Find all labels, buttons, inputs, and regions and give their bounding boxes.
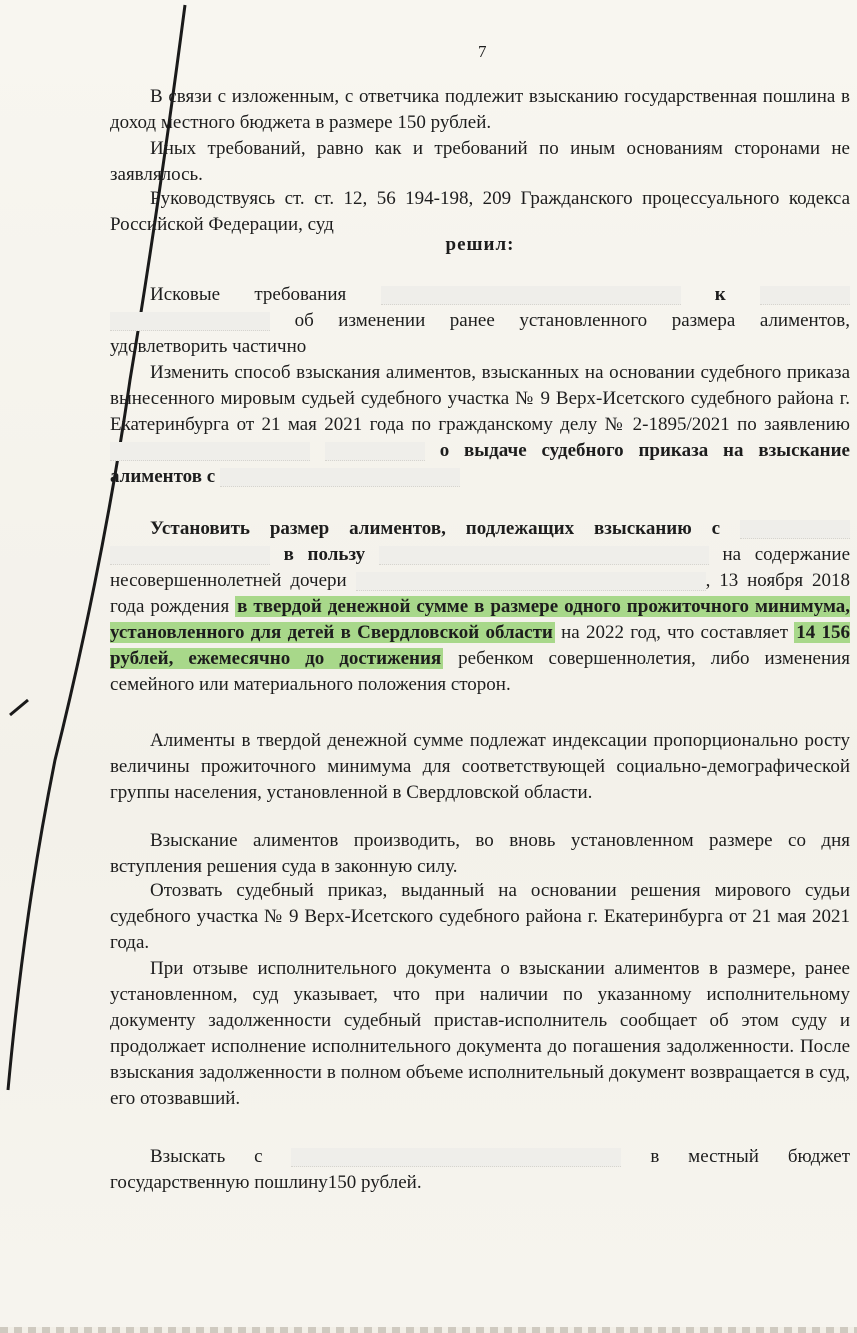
redacted-name <box>110 312 270 331</box>
paragraph-text: в пользу <box>283 544 366 565</box>
paragraph-text: Исковые требования <box>150 284 347 305</box>
paragraph-collect-fee <box>110 1144 850 1196</box>
paragraph-text: к <box>714 284 726 305</box>
paragraph-revocation-notes <box>110 956 850 1112</box>
redacted-name <box>291 1148 621 1167</box>
redacted-name <box>110 546 270 565</box>
paragraph-text: В связи с изложенным, с ответчика подлежит взысканию государственная пошлина в доход местного бюджета в размере 150 рублей. <box>110 86 850 133</box>
heading-text: решил: <box>445 234 515 255</box>
paragraph-legal-basis <box>110 186 850 238</box>
paragraph-text: Взыскание алиментов производить, во вновь установленном размере со дня вступления решения суда в законную силу. <box>110 830 850 877</box>
paragraph-text: Иных требований, равно как и требований по иным основаниям сторонами не заявлялось. <box>110 138 850 185</box>
redacted-name <box>760 286 850 305</box>
paragraph-change-method <box>110 360 850 490</box>
paragraph-state-fee <box>110 84 850 136</box>
paragraph-text: , 13 ноября 2018 года рождения <box>110 570 850 617</box>
paragraph-text: на 2022 год, что составляет <box>561 622 788 643</box>
highlighted-text: 14 156 рублей, ежемесячно до достижения <box>110 622 850 669</box>
paragraph-text: на содержание несовершеннолетней дочери <box>110 544 851 591</box>
paragraph-text: При отзыве исполнительного документа о взыскании алиментов в размере, ранее установленном, суд указывает, что при наличии по указанному исполнительному документу задолженности судебный пристав-исполнитель сообщает об этом суду и продолжает исполнение исполнительного документа до погашения задолженности. После взыскания задолженности в полном объеме исполнительный документ возвращается в суд, его отозвавший. <box>110 958 850 1109</box>
redacted-name <box>220 468 460 487</box>
paragraph-text: Руководствуясь ст. ст. 12, 56 194-198, 209 Гражданского процессуального кодекса Российской Федерации, суд <box>110 188 850 235</box>
paragraph-text: об изменении ранее установленного размера алиментов, удовлетворить частично <box>110 310 851 357</box>
decision-heading <box>110 232 850 258</box>
highlighted-text: в твердой денежной сумме в размере одного прожиточного минимума, установленного для детей в Свердловской области <box>110 596 850 643</box>
paragraph-text: Алименты в твердой денежной сумме подлежат индексации пропорционально росту величины прожиточного минимума для соответствующей социально-демографической группы населения, установленной в Свердловской области. <box>110 730 850 803</box>
paragraph-indexation <box>110 728 850 806</box>
redacted-name <box>379 546 709 565</box>
paragraph-text: о выдаче судебного приказа на взыскание алиментов с <box>110 440 850 487</box>
redacted-name <box>740 520 850 539</box>
redacted-name <box>110 442 310 461</box>
paragraph-text: Изменить способ взыскания алиментов, взысканных на основании судебного приказа вынесенного мировым судьей судебного участка № 9 Верх-Исетского судебного района г. Екатеринбурга от 21 мая 2021 года по гражданскому делу № 2-1895/2021 по заявлению <box>110 362 850 435</box>
page-number: 7 <box>478 42 487 61</box>
paragraph-revoke-order <box>110 878 850 956</box>
paragraph-claims <box>110 282 850 360</box>
redacted-name <box>325 442 425 461</box>
paragraph-text: в местный бюджет государственную пошлину150 рублей. <box>110 1146 851 1193</box>
paragraph-text: Взыскать с <box>150 1146 263 1167</box>
paragraph-text: Установить размер алиментов, подлежащих взысканию с <box>150 518 721 539</box>
scan-edge <box>0 1327 857 1333</box>
paragraph-text: Отозвать судебный приказ, выданный на основании решения мирового судьи судебного участка № 9 Верх-Исетского судебного района г. Екатеринбурга от 21 мая 2021 года. <box>110 880 850 953</box>
paragraph-text: ребенком совершеннолетия, либо изменения семейного или материального положения сторон. <box>110 648 851 695</box>
paragraph-set-amount <box>110 516 850 698</box>
paragraph-start-date <box>110 828 850 880</box>
redacted-name <box>381 286 681 305</box>
paragraph-no-other-claims <box>110 136 850 188</box>
redacted-name <box>356 572 706 591</box>
